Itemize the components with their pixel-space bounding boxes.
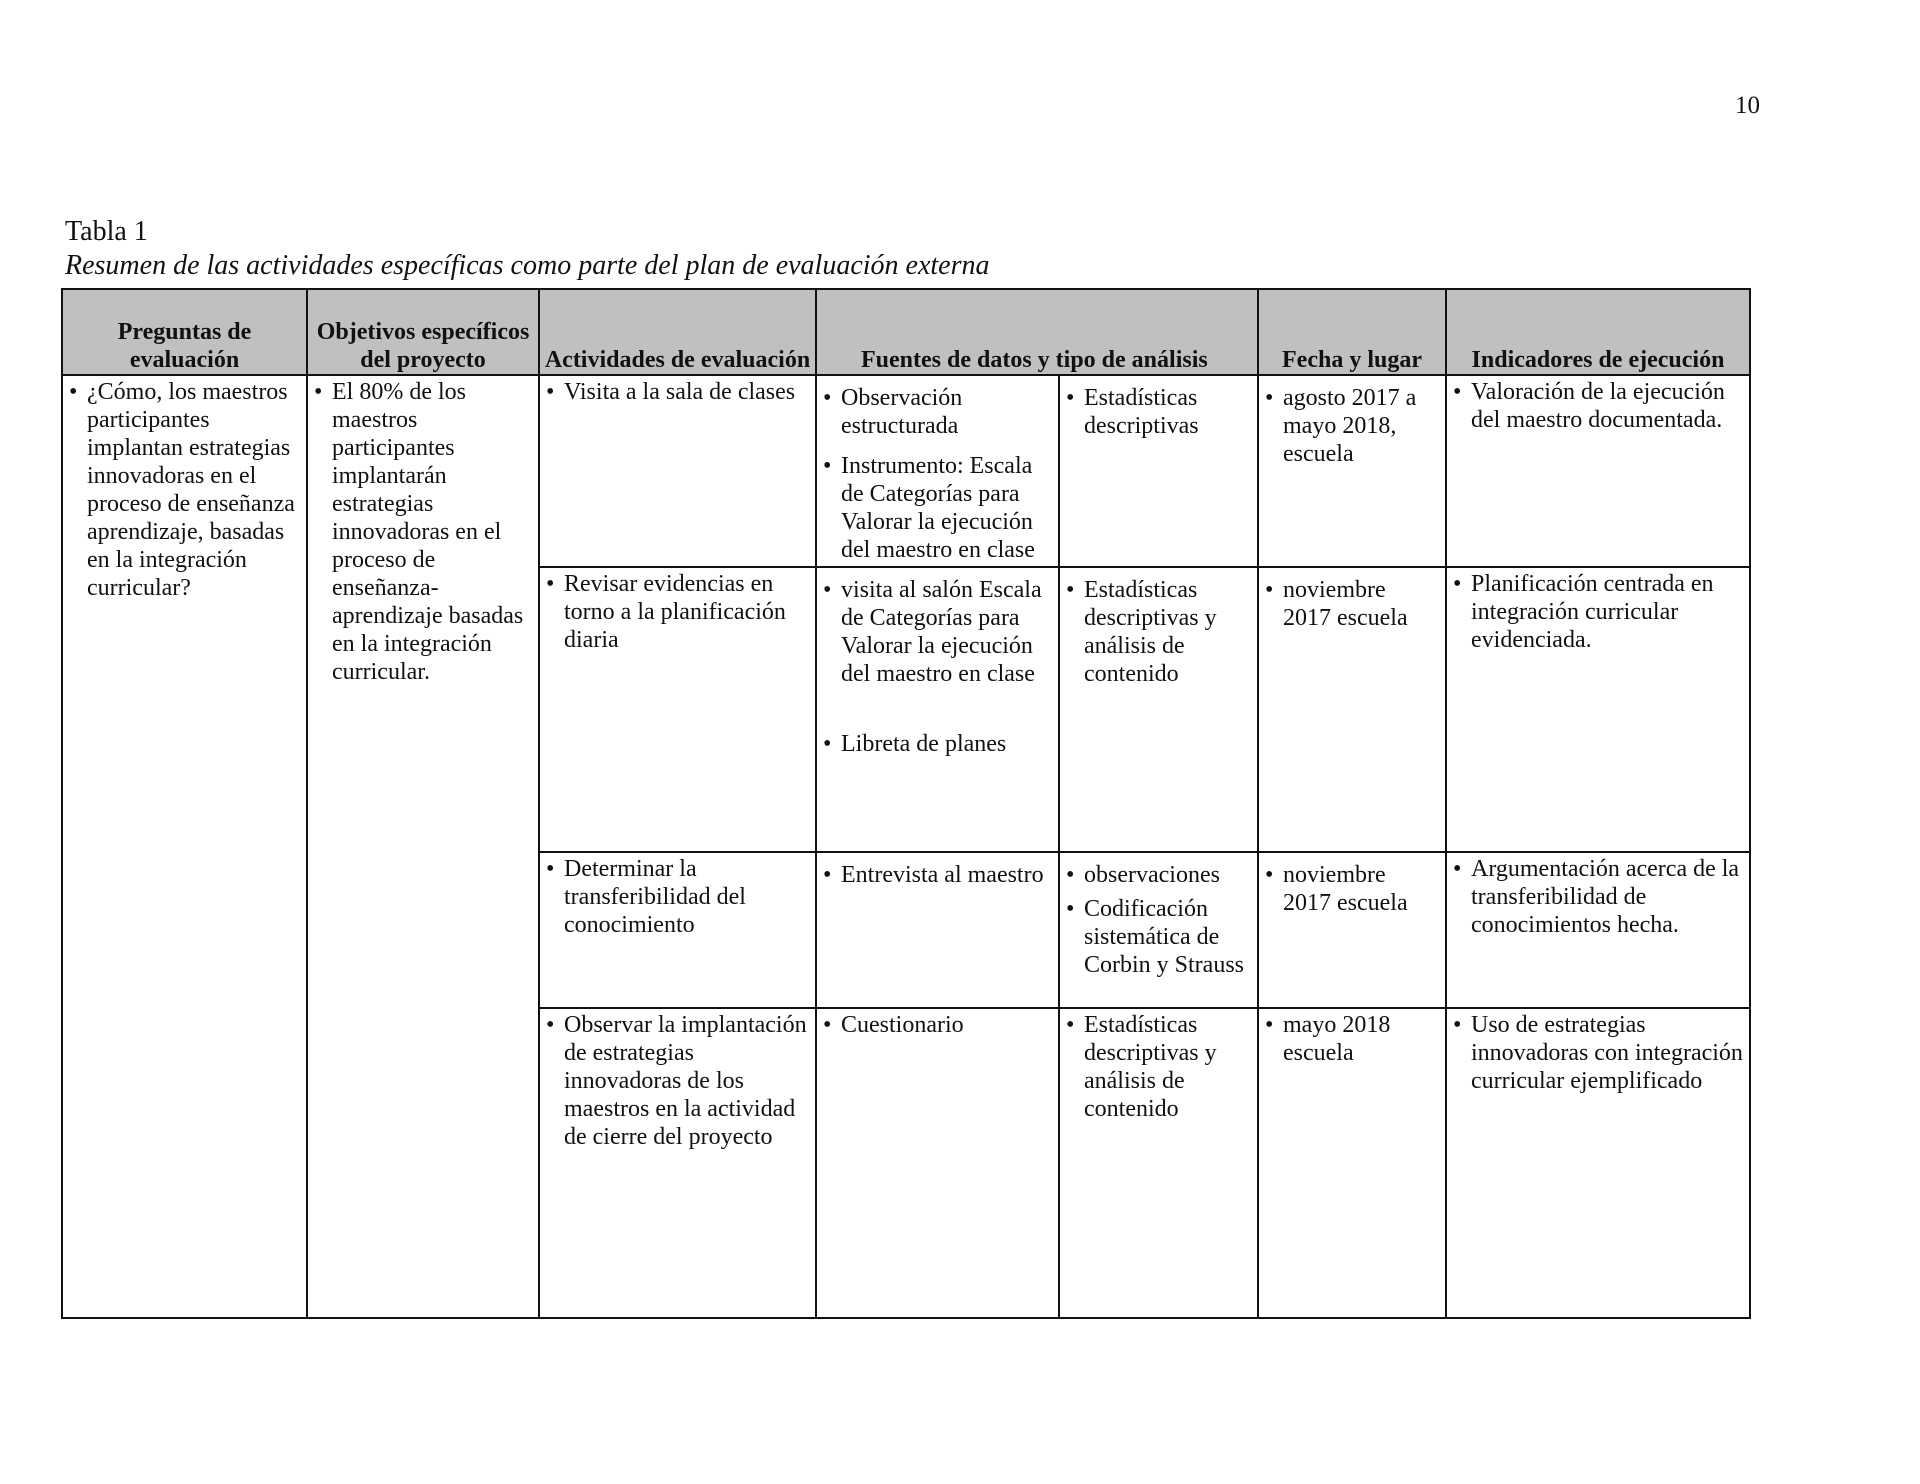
actividad-cell <box>539 375 816 567</box>
actividad-cell <box>539 1008 816 1318</box>
objetivo-text: • El 80% de los maestros participantes implantarán estrategias innovadoras en el proceso de enseñanza-aprendizaje basadas en la integración curricular. <box>314 378 532 686</box>
fuente-item: • Instrumento: Escala de Categorías para Valorar la ejecución del maestro en clase <box>823 452 1052 564</box>
fecha-text: • agosto 2017 a mayo 2018, escuela <box>1265 384 1439 468</box>
analisis-item: • observaciones <box>1066 861 1251 889</box>
header-row <box>62 289 1750 375</box>
fecha-text: • noviembre 2017 escuela <box>1265 576 1439 632</box>
actividad-cell <box>539 567 816 852</box>
actividad-text: • Revisar evidencias en torno a la planificación diaria <box>546 570 809 654</box>
header-actividades: Actividades de evaluación <box>539 289 816 375</box>
fuentes-cell <box>816 375 1059 567</box>
fecha-cell <box>1258 852 1446 1008</box>
fecha-cell <box>1258 567 1446 852</box>
actividad-cell <box>539 852 816 1008</box>
evaluation-summary-table <box>61 288 1751 1319</box>
fuentes-cell <box>816 567 1059 852</box>
fuente-item: • visita al salón Escala de Categorías para Valorar la ejecución del maestro en clase <box>823 576 1052 688</box>
fecha-text: • noviembre 2017 escuela <box>1265 861 1439 917</box>
table-caption: Resumen de las actividades específicas como parte del plan de evaluación externa <box>65 250 990 281</box>
fecha-cell <box>1258 375 1446 567</box>
fuente-item: • Observación estructurada <box>823 384 1052 440</box>
fuentes-cell <box>816 852 1059 1008</box>
pregunta-cell <box>62 375 307 1318</box>
fecha-text: • mayo 2018 escuela <box>1265 1011 1439 1067</box>
fuente-item: • Libreta de planes <box>823 730 1052 758</box>
analisis-item: • Estadísticas descriptivas y análisis de contenido <box>1066 1011 1251 1123</box>
actividad-text: • Determinar la transferibilidad del conocimiento <box>546 855 809 939</box>
objetivo-cell <box>307 375 539 1318</box>
analisis-cell <box>1059 375 1258 567</box>
fuente-item: • Entrevista al maestro <box>823 861 1052 889</box>
analisis-item: • Estadísticas descriptivas <box>1066 384 1251 440</box>
indicador-text: • Argumentación acerca de la transferibilidad de conocimientos hecha. <box>1453 855 1743 939</box>
pregunta-text: • ¿Cómo, los maestros participantes implantan estrategias innovadoras en el proceso de enseñanza aprendizaje, basadas en la integración curricular? <box>69 378 300 602</box>
analisis-item: • Codificación sistemática de Corbin y Strauss <box>1066 895 1251 979</box>
indicador-text: • Valoración de la ejecución del maestro documentada. <box>1453 378 1743 434</box>
actividad-text: • Visita a la sala de clases <box>546 378 809 406</box>
actividad-text: • Observar la implantación de estrategias innovadoras de los maestros en la actividad de cierre del proyecto <box>546 1011 809 1151</box>
indicador-cell <box>1446 852 1750 1008</box>
analisis-item: • Estadísticas descriptivas y análisis de contenido <box>1066 576 1251 688</box>
indicador-cell <box>1446 567 1750 852</box>
analisis-cell <box>1059 567 1258 852</box>
header-preguntas: Preguntas de evaluación <box>62 289 307 375</box>
indicador-text: • Planificación centrada en integración curricular evidenciada. <box>1453 570 1743 654</box>
table-row <box>62 375 1750 567</box>
header-indicadores: Indicadores de ejecución <box>1446 289 1750 375</box>
page-number: 10 <box>1735 92 1760 119</box>
fuente-item: • Cuestionario <box>823 1011 1052 1039</box>
fuentes-cell <box>816 1008 1059 1318</box>
fecha-cell <box>1258 1008 1446 1318</box>
indicador-cell <box>1446 375 1750 567</box>
header-fecha: Fecha y lugar <box>1258 289 1446 375</box>
analisis-cell <box>1059 1008 1258 1318</box>
indicador-text: • Uso de estrategias innovadoras con integración curricular ejemplificado <box>1453 1011 1743 1095</box>
indicador-cell <box>1446 1008 1750 1318</box>
analisis-cell <box>1059 852 1258 1008</box>
header-objetivos: Objetivos específicos del proyecto <box>307 289 539 375</box>
table-label: Tabla 1 <box>65 216 148 247</box>
header-fuentes: Fuentes de datos y tipo de análisis <box>816 289 1258 375</box>
